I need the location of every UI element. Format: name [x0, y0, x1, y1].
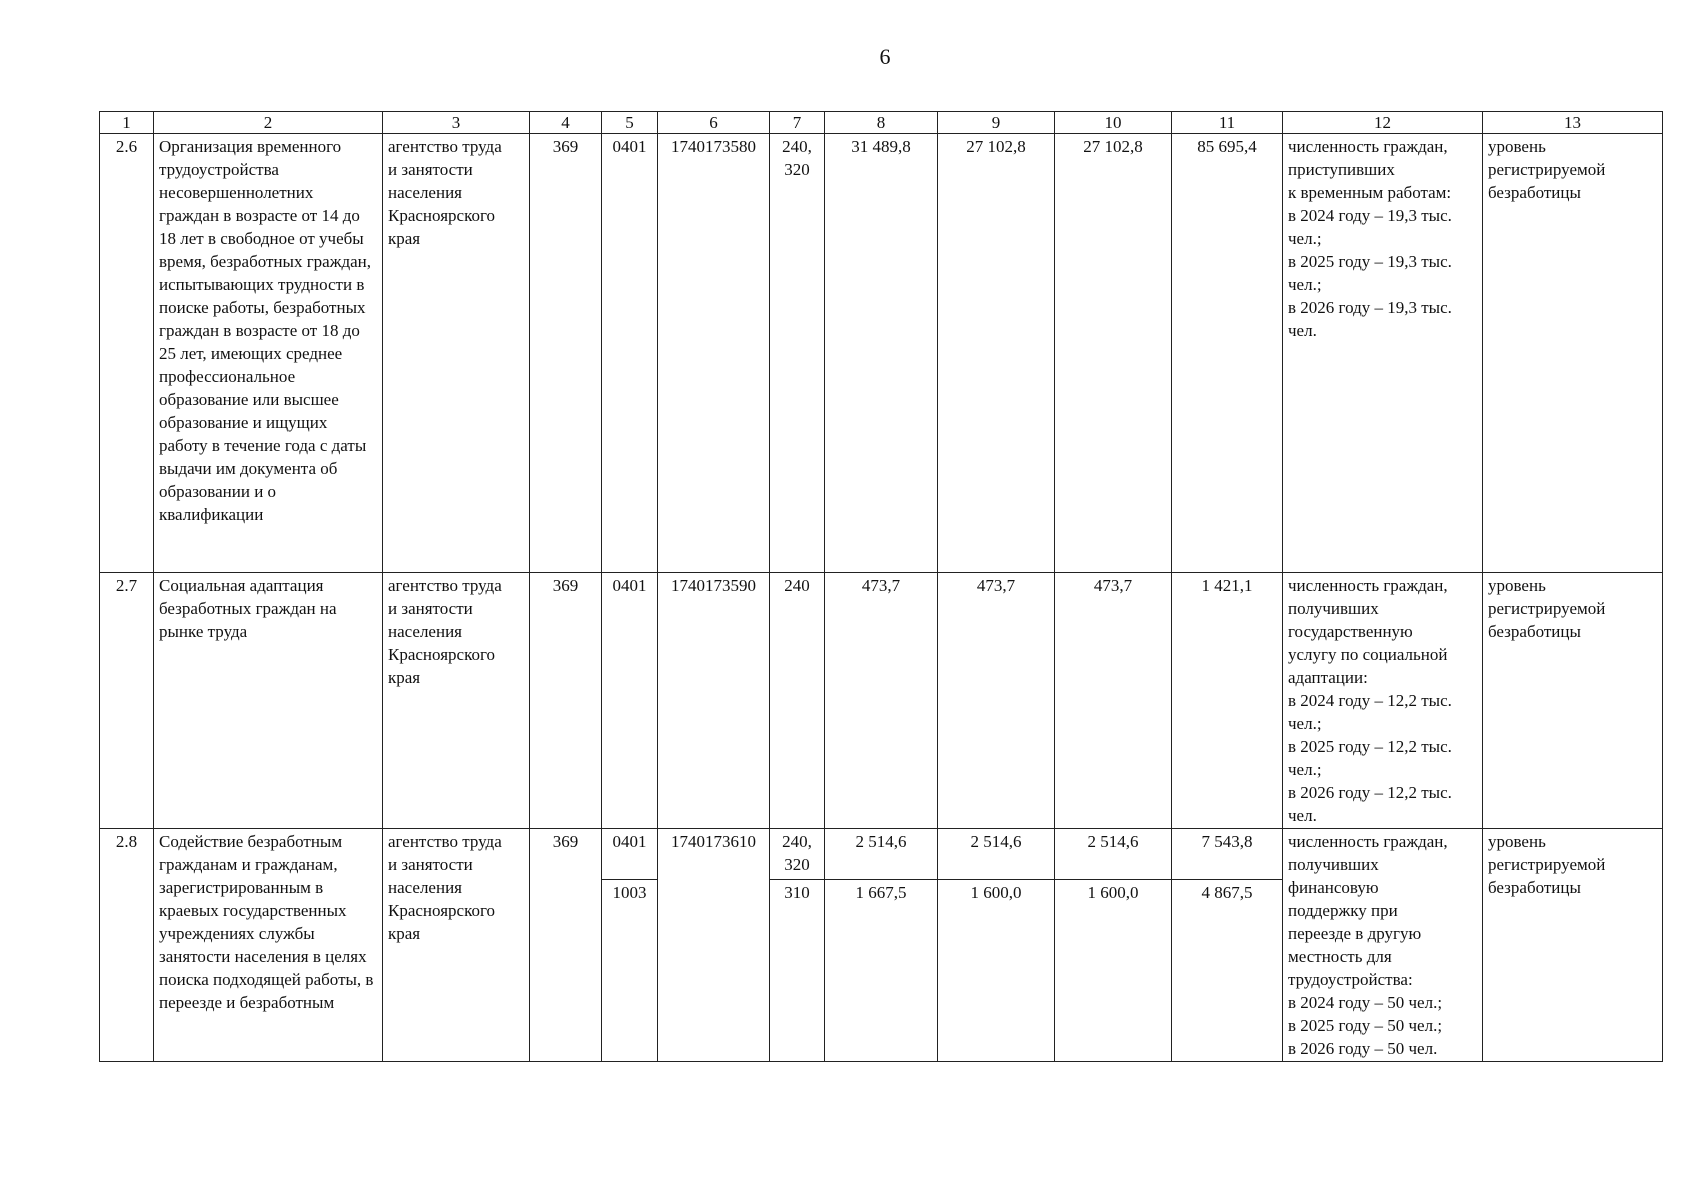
column-number: 9: [938, 112, 1055, 134]
vr-code: 240: [770, 573, 825, 829]
indicator: уровень регистрируемой безработицы: [1483, 573, 1663, 829]
table-row: [100, 829, 1663, 880]
row-number: 2.6: [100, 134, 154, 573]
csr-code: 1740173590: [658, 573, 770, 829]
table-row: [100, 134, 1663, 573]
amount-total: 1 421,1: [1172, 573, 1283, 829]
column-number: 1: [100, 112, 154, 134]
executor: агентство труда и занятости населения Красноярского края: [383, 573, 530, 829]
table-header-row: [100, 112, 1663, 134]
amount-2026: 27 102,8: [1055, 134, 1172, 573]
expected-result: численность граждан, приступивших к временным работам: в 2024 году – 19,3 тыс. чел.; в 2025 году – 19,3 тыс. чел.; в 2026 году – 19,3 тыс. чел.: [1283, 134, 1483, 573]
amount-total: 85 695,4: [1172, 134, 1283, 573]
amount-2025: 1 600,0: [938, 880, 1055, 1062]
amount-2024: 1 667,5: [825, 880, 938, 1062]
column-number: 4: [530, 112, 602, 134]
amount-2024: 473,7: [825, 573, 938, 829]
vr-code: 240, 320: [770, 134, 825, 573]
vr-code: 310: [770, 880, 825, 1062]
column-number: 13: [1483, 112, 1663, 134]
row-number: 2.7: [100, 573, 154, 829]
table-row: [100, 573, 1663, 829]
amount-2026: 2 514,6: [1055, 829, 1172, 880]
indicator: уровень регистрируемой безработицы: [1483, 829, 1663, 1062]
grbs-code: 369: [530, 829, 602, 1062]
column-number: 8: [825, 112, 938, 134]
csr-code: 1740173610: [658, 829, 770, 1062]
rzpr-code: 0401: [602, 134, 658, 573]
page-number: 6: [879, 44, 891, 69]
rzpr-code: 0401: [602, 573, 658, 829]
amount-2026: 1 600,0: [1055, 880, 1172, 1062]
amount-2025: 27 102,8: [938, 134, 1055, 573]
column-number: 3: [383, 112, 530, 134]
column-number: 12: [1283, 112, 1483, 134]
grbs-code: 369: [530, 573, 602, 829]
column-number: 7: [770, 112, 825, 134]
activity-name: Содействие безработным гражданам и гражданам, зарегистрированным в краевых государственных учреждениях службы занятости населения в целях поиска подходящей работы, в переезде и безработным: [154, 829, 383, 1062]
executor: агентство труда и занятости населения Красноярского края: [383, 829, 530, 1062]
rzpr-code: 1003: [602, 880, 658, 1062]
rzpr-code: 0401: [602, 829, 658, 880]
column-number: 11: [1172, 112, 1283, 134]
column-number: 10: [1055, 112, 1172, 134]
csr-code: 1740173580: [658, 134, 770, 573]
expected-result: численность граждан, получивших государственную услугу по социальной адаптации: в 2024 году – 12,2 тыс. чел.; в 2025 году – 12,2 тыс. чел.; в 2026 году – 12,2 тыс. чел.: [1283, 573, 1483, 829]
amount-total: 4 867,5: [1172, 880, 1283, 1062]
vr-code: 240, 320: [770, 829, 825, 880]
grbs-code: 369: [530, 134, 602, 573]
column-number: 2: [154, 112, 383, 134]
expected-result: численность граждан, получивших финансовую поддержку при переезде в другую местность для трудоустройства: в 2024 году – 50 чел.; в 2025 году – 50 чел.; в 2026 году – 50 чел.: [1283, 829, 1483, 1062]
activity-name: Организация временного трудоустройства несовершеннолетних граждан в возрасте от 14 до 18 лет в свободное от учебы время, безработных граждан, испытывающих трудности в поиске работы, безработных граждан в возрасте от 18 до 25 лет, имеющих среднее профессиональное образование или высшее образование и ищущих работу в течение года с даты выдачи им документа об образовании и о квалификации: [154, 134, 383, 573]
program-activities-table: [99, 111, 1663, 1062]
amount-2024: 31 489,8: [825, 134, 938, 573]
amount-2025: 2 514,6: [938, 829, 1055, 880]
amount-2024: 2 514,6: [825, 829, 938, 880]
amount-2026: 473,7: [1055, 573, 1172, 829]
column-number: 6: [658, 112, 770, 134]
amount-total: 7 543,8: [1172, 829, 1283, 880]
executor: агентство труда и занятости населения Красноярского края: [383, 134, 530, 573]
row-number: 2.8: [100, 829, 154, 1062]
column-number: 5: [602, 112, 658, 134]
amount-2025: 473,7: [938, 573, 1055, 829]
indicator: уровень регистрируемой безработицы: [1483, 134, 1663, 573]
activity-name: Социальная адаптация безработных граждан на рынке труда: [154, 573, 383, 829]
